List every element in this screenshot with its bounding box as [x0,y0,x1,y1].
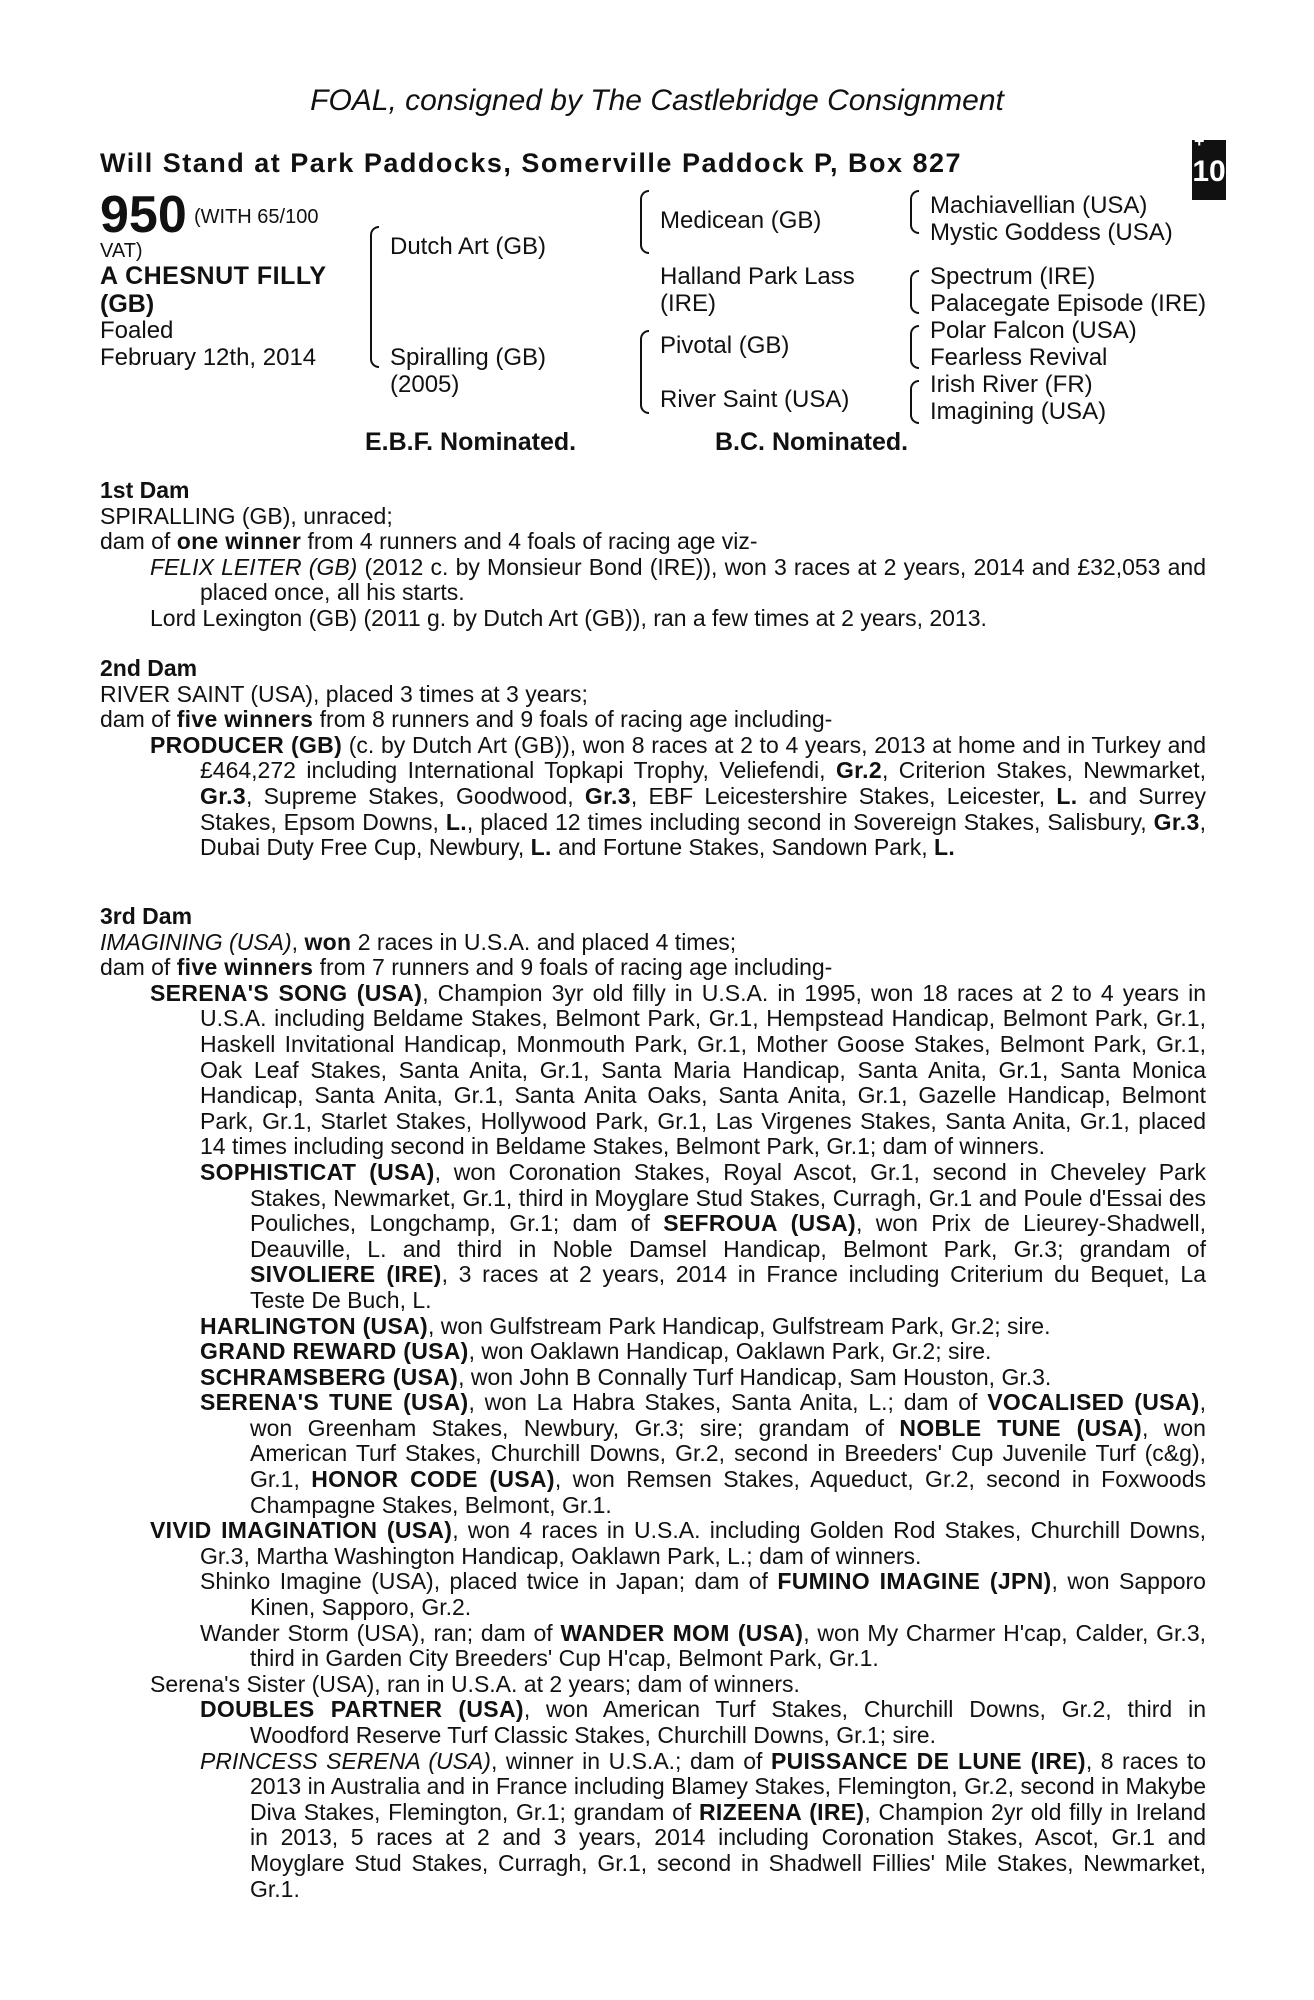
produce-entry [100,1339,1206,1365]
text: , EBF Leicestershire Stakes, Leicester, [630,782,1057,809]
horse-name: PUISSANCE DE LUNE (IRE) [770,1747,1086,1774]
text: (c. by Dutch Art (GB)), won 8 races at 2 to 4 years, 2013 at home and in Turkey and £464,272 including International Topkapi Trophy, Veliefendi, [200,731,1206,784]
text: and Surrey Stakes, Epsom Downs, [200,782,1206,835]
section-title: 3rd Dam [100,903,193,929]
entry-text: , won John B Connally Turf Handicap, Sam Houston, Gr.3. [458,1363,1052,1390]
vat-note-b: VAT) [100,240,143,262]
winners-count: five winners [176,706,314,733]
pedigree-gen3-8: Imagining (USA) [930,398,1107,425]
horse-name: PRODUCER (GB) [150,731,343,758]
entry-text: , won Greenham Stakes, Newbury, Gr.3; sire; grandam of [250,1389,1207,1441]
bc-nominated: B.C. Nominated. [715,428,909,456]
pedigree-brace-main [370,226,379,368]
entry-text: , won American Turf Stakes, Churchill Downs, Gr.2, second in Breeders' Cup Juvenile Turf (c&g), Gr.1, [250,1414,1206,1493]
grade: Gr.3 [200,782,246,809]
badge-number: 10 [1192,155,1226,188]
pedigree-gen3-4: Palacegate Episode (IRE) [930,290,1207,317]
winners-count: five winners [176,954,314,981]
text: and Fortune Stakes, Sandown Park, [551,834,934,861]
stand-location: Will Stand at Park Paddocks, Somerville Paddock P, Box 827 [100,148,963,178]
grade: L. [530,834,552,861]
entry-text: , won My Charmer H'cap, Calder, Gr.3, third in Garden City Breeders' Cup H'cap, Belmont Park, Gr.1. [250,1619,1207,1672]
text: , Criterion Stakes, Newmarket, [881,757,1206,784]
horse-name: SCHRAMSBERG (USA) [200,1363,459,1390]
produce-entry [100,1160,1206,1314]
grade: Gr.2 [835,757,882,784]
text: from 8 runners and 9 foals of racing age including- [313,706,833,733]
produce-entry [100,733,1206,861]
horse-name: VIVID IMAGINATION (USA) [150,1517,453,1544]
produce-entry [100,555,1206,606]
produce-entry [100,1390,1206,1518]
lot-description-country: (GB) [100,290,155,318]
grade: L. [445,808,467,835]
pedigree-sire-dam-country: (IRE) [660,290,716,317]
produce-entry [100,1569,1206,1620]
entry-text: , won Remsen Stakes, Aqueduct, Gr.2, second in Foxwoods Champagne Stakes, Belmont, Gr.1. [250,1466,1206,1518]
pedigree-brace-dd [910,380,919,424]
entry-text: , won 4 races in U.S.A. including Golden Rod Stakes, Churchill Downs, Gr.3, Martha Washington Handicap, Oaklawn Park, L.; dam of winners. [200,1517,1206,1569]
vat-note-a: (WITH 65/100 [194,206,319,228]
pedigree-gen3-6: Fearless Revival [930,344,1108,371]
horse-name: SIVOLIERE (IRE) [250,1261,442,1288]
entry-text: , won Sapporo Kinen, Sapporo, Gr.2. [250,1568,1206,1621]
produce-entry [100,1518,1206,1569]
entry-text: , 3 races at 2 years, 2014 in France including Criterium du Bequet, La Teste De Buch, L. [250,1261,1206,1313]
pedigree-gen3-3: Spectrum (IRE) [930,263,1096,290]
produce-entry [100,1621,1206,1672]
pedigree-brace-ds [910,325,919,369]
dam-produce-summary [100,955,1206,981]
horse-name: FUMINO IMAGINE (JPN) [777,1568,1052,1595]
lot-description: A CHESNUT FILLY [100,262,327,290]
foaled-date: February 12th, 2014 [100,344,317,371]
pedigree-sire-sire: Medicean (GB) [660,207,822,234]
section-title: 2nd Dam [100,655,198,681]
winners-count: one winner [176,528,302,555]
produce-entry: Serena's Sister (USA), ran in U.S.A. at 2 years; dam of winners. [150,1670,800,1697]
ebf-nominated: E.B.F. Nominated. [365,428,577,456]
pedigree-brace-sire [640,190,649,254]
text: , placed 12 times including second in Sovereign Stakes, Salisbury, [466,808,1154,835]
text: from 7 runners and 9 foals of racing age including- [313,954,833,981]
horse-name: PRINCESS SERENA (USA) [200,1747,491,1774]
dam-produce-summary [100,707,1206,733]
dam-line: SPIRALLING (GB), unraced; [100,502,393,529]
pedigree-sire: Dutch Art (GB) [390,233,547,260]
section-title: 1st Dam [100,477,190,503]
page-header-title: FOAL, consigned by The Castlebridge Consignment [310,84,1004,117]
horse-name: GRAND REWARD (USA) [200,1338,469,1365]
entry-text: , won Gulfstream Park Handicap, Gulfstream Park, Gr.2; sire. [427,1312,1051,1339]
grade: L. [933,834,956,861]
pedigree-gen3-2: Mystic Goddess (USA) [930,219,1173,246]
horse-name: HONOR CODE (USA) [311,1466,555,1493]
horse-name: NOBLE TUNE (USA) [899,1414,1142,1441]
second-dam-section [100,656,1206,861]
horse-name: WANDER MOM (USA) [560,1619,804,1646]
pedigree-gen3-5: Polar Falcon (USA) [930,317,1137,344]
entry-text: , Champion 2yr old filly in Ireland in 2013, 5 races at 2 and 3 years, 2014 including Coronation Stakes, Ascot, Gr.1 and Moyglare Stud Stakes, Curragh, Gr.1, second in Shadwell Fillies' Mile Stakes, Newmarket, Gr.1. [250,1798,1206,1902]
dam-name: IMAGINING (USA) [100,928,292,955]
first-dam-section [100,478,1206,632]
grade: Gr.3 [584,782,631,809]
dam-produce-summary [100,529,1206,555]
horse-name: SEFROUA (USA) [663,1210,856,1237]
badge-plus: + [1194,131,1205,151]
produce-entry [100,1314,1206,1340]
horse-name: HARLINGTON (USA) [200,1312,428,1339]
text: dam of [100,954,177,981]
pedigree-brace-sd [910,270,919,314]
horse-name: VOCALISED (USA) [987,1389,1200,1416]
grade: Gr.3 [1153,808,1200,835]
dam-line [100,930,1206,956]
entry-text: , won La Habra Stakes, Santa Anita, L.; dam of [468,1389,988,1416]
produce-entry: Lord Lexington (GB) (2011 g. by Dutch Art (GB)), ran a few times at 2 years, 2013. [150,604,987,631]
foaled-label: Foaled [100,317,174,344]
horse-name: SOPHISTICAT (USA) [200,1158,435,1185]
entry-text: , won Coronation Stakes, Royal Ascot, Gr.1, second in Cheveley Park Stakes, Newmarket, Gr.1, third in Moyglare Stud Stakes, Curragh, Gr.1 and Poule d'Essai des Pouliches, Longchamp, Gr.1; dam of [250,1158,1206,1237]
produce-entry [100,1749,1206,1903]
grade: L. [1056,782,1078,809]
entry-text: , Champion 3yr old filly in U.S.A. in 1995, won 18 races at 2 to 4 years in U.S.A. including Beldame Stakes, Belmont Park, Gr.1, Hempstead Handicap, Belmont Park, Gr.1, Haskell Invitational Handicap, Monmouth Park, Gr.1, Mother Goose Stakes, Belmont Park, Gr.1, Oak Leaf Stakes, Santa Anita, Gr.1, Santa Maria Handicap, Santa Anita, Gr.1, Santa Monica Handicap, Santa Anita, Gr.1, Santa Anita Oaks, Santa Anita, Gr.1, Gazelle Handicap, Belmont Park, Gr.1, Starlet Stakes, Hollywood Park, Gr.1, Las Virgenes Stakes, Santa Anita, Gr.1, placed 14 times including second in Beldame Stakes, Belmont Park, Gr.1; dam of winners. [200,979,1206,1160]
pedigree-brace-ss [910,190,919,234]
pedigree-dam: Spiralling (GB) [390,344,547,371]
text: 2 races in U.S.A. and placed 4 times; [351,928,737,955]
text: , Supreme Stakes, Goodwood, [245,782,585,809]
entry-text: , won Oaklawn Handicap, Oaklawn Park, Gr.2; sire. [468,1338,992,1365]
text: , Dubai Duty Free Cup, Newbury, [200,808,1206,861]
lot-badge [1192,131,1226,200]
entry-text: , won Prix de Lieurey-Shadwell, Deauville, L. and third in Noble Damsel Handicap, Belmont Park, Gr.3; grandam of [250,1210,1206,1262]
pedigree-sire-dam: Halland Park Lass [660,263,855,290]
lot-number: 950 [100,186,187,244]
text: , [291,928,305,955]
text: dam of [100,706,177,733]
pedigree-brace-dam [640,330,649,414]
text: won [304,928,352,955]
entry-text: , winner in U.S.A.; dam of [490,1747,771,1774]
entry-text: , won American Turf Stakes, Churchill Downs, Gr.2, third in Woodford Reserve Turf Classic Stakes, Churchill Downs, Gr.1; sire. [250,1696,1206,1748]
entry-text: Wander Storm (USA), ran; dam of [200,1619,561,1646]
text: dam of [100,528,177,555]
horse-name: SERENA'S SONG (USA) [150,979,423,1006]
produce-entry [100,1365,1206,1391]
produce-entry [100,981,1206,1160]
pedigree-dam-sire: Pivotal (GB) [660,332,790,359]
pedigree-gen3-1: Machiavellian (USA) [930,192,1148,219]
pedigree-dam-dam: River Saint (USA) [660,386,850,413]
horse-name: DOUBLES PARTNER (USA) [200,1696,524,1723]
horse-name: FELIX LEITER (GB) [150,553,358,580]
pedigree-dam-year: (2005) [390,371,460,398]
entry-text: (2012 c. by Monsieur Bond (IRE)), won 3 races at 2 years, 2014 and £32,053 and placed once, all his starts. [200,553,1207,606]
third-dam-section [100,904,1206,1902]
pedigree-gen3-7: Irish River (FR) [930,371,1093,398]
text: from 4 runners and 4 foals of racing age viz- [301,528,758,555]
entry-text: , 8 races to 2013 in Australia and in France including Blamey Stakes, Flemington, Gr.2, second in Makybe Diva Stakes, Flemington, Gr.1; grandam of [250,1747,1207,1825]
horse-name: SERENA'S TUNE (USA) [200,1389,469,1416]
dam-line: RIVER SAINT (USA), placed 3 times at 3 years; [100,680,588,707]
horse-name: RIZEENA (IRE) [699,1798,865,1825]
entry-text: Shinko Imagine (USA), placed twice in Japan; dam of [200,1568,778,1595]
produce-entry [100,1697,1206,1748]
